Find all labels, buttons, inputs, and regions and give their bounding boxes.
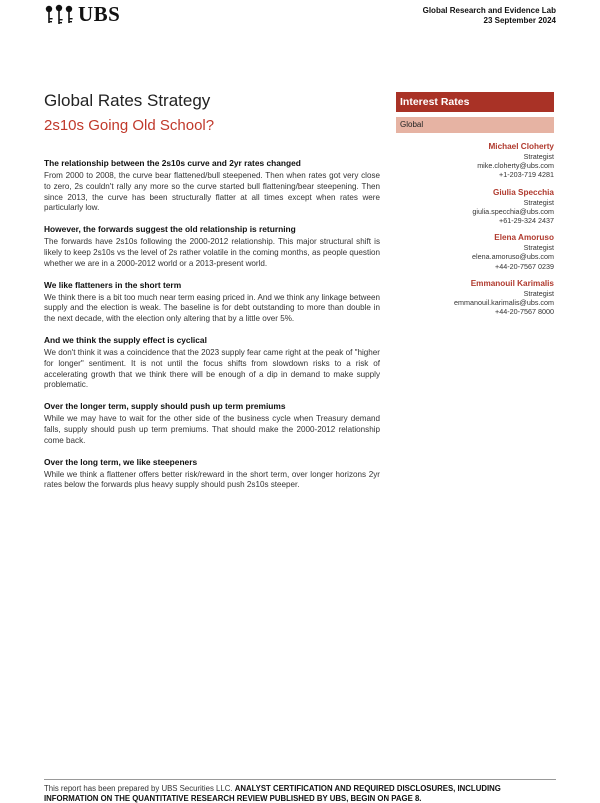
section-heading: Over the long term, we like steepeners	[44, 456, 198, 467]
section-heading: However, the forwards suggest the old relationship is returning	[44, 224, 296, 235]
author-name: Michael Cloherty	[488, 142, 554, 151]
section	[44, 401, 380, 446]
section-body: The forwards have 2s10s following the 2000-2012 relationship. This major structural shift is likely to keep 2s10s vs the level of 2s rather volatile in the coming months, as people question whether we are in a 2000-2012 world or a 2013-present world.	[44, 237, 380, 268]
section-heading: The relationship between the 2s10s curve and 2yr rates changed	[44, 158, 301, 168]
section-body: While we may have to wait for the other side of the business cycle when Treasury demand falls, supply should push up term premiums. That should make the 2000-2012 relationship come back.	[44, 414, 380, 445]
ubs-keys-icon	[44, 4, 74, 26]
author-phone: +44-20-7567 8000	[495, 307, 554, 317]
section	[44, 158, 380, 214]
author-card	[396, 278, 554, 317]
brand-wordmark: UBS	[78, 2, 121, 26]
section	[44, 224, 380, 269]
disclosure-footer	[44, 779, 556, 803]
author-phone: +1-203-719 4281	[499, 170, 554, 180]
author-name: Giulia Specchia	[493, 187, 554, 197]
author-email[interactable]: emmanouil.karimalis@ubs.com	[454, 298, 554, 308]
report-subtitle: 2s10s Going Old School?	[44, 117, 215, 134]
section-heading: We like flatteners in the short term	[44, 279, 182, 290]
author-role: Strategist	[523, 152, 554, 161]
author-card	[396, 187, 554, 226]
sidebar	[396, 92, 554, 323]
author-card	[396, 232, 554, 271]
author-name: Elena Amoruso	[494, 233, 554, 243]
report-date: 23 September 2024	[483, 16, 556, 25]
section-heading: And we think the supply effect is cyclical	[44, 334, 207, 345]
section-body: We think there is a bit too much near term easing priced in. And we think any linkage between supply and the election is weak. The baseline is for debt outstanding to more than double in the next decade, with the election only altering that by a little over 5%.	[44, 292, 380, 324]
author-email[interactable]: mike.cloherty@ubs.com	[477, 161, 554, 171]
section-body: From 2000 to 2008, the curve bear flattened/bull steepened. Then when rates got very close to zero, 2s couldn't rally any more so the curve started bull flattening/bear steepening. Then since 2013, the curve has been structurally flatter at all times except when rates were particularly low.	[44, 171, 380, 213]
lab-name: Global Research and Evidence Lab	[422, 6, 556, 15]
author-phone: +61-29-324 2437	[499, 216, 554, 226]
category-banner: Interest Rates	[396, 92, 554, 112]
footer-prepared-by: This report has been prepared by UBS Securities LLC.	[44, 784, 233, 793]
section	[44, 335, 380, 391]
ubs-logo	[44, 2, 120, 27]
footer-disclosure-notice: ANALYST CERTIFICATION AND REQUIRED DISCLOSURES, INCLUDING INFORMATION ON THE QUANTITATIVE RESEARCH REVIEW PUBLISHED BY UBS, BEGIN ON PAGE 8.	[44, 784, 501, 803]
region-banner: Global	[396, 117, 554, 133]
section	[44, 457, 380, 492]
report-title: Global Rates Strategy	[44, 91, 211, 110]
section-heading: Over the longer term, supply should push up term premiums	[44, 401, 286, 412]
author-email[interactable]: elena.amoruso@ubs.com	[471, 252, 554, 262]
main-content	[44, 158, 380, 501]
author-email[interactable]: giulia.specchia@ubs.com	[472, 206, 554, 216]
section	[44, 280, 380, 325]
header-meta	[423, 6, 556, 26]
section-body: We don't think it was a coincidence that the 2023 supply fear came right at the peak of "higher for longer" sentiment. It is not until the focus shifts from slowdown risks to a risk of accelerating growth that we think there will be enough of a dip in demand to make supply problematic.	[44, 347, 380, 390]
author-role: Strategist	[523, 288, 554, 298]
author-role: Strategist	[523, 197, 554, 207]
author-phone: +44-20-7567 0239	[495, 261, 554, 271]
author-list	[396, 141, 554, 316]
author-card	[396, 141, 554, 180]
author-role: Strategist	[523, 243, 554, 253]
section-body: While we think a flattener offers better risk/reward in the short term, over longer horizons 2yr rates below the forwards plus heavy supply should push 2s10s steeper.	[44, 469, 380, 490]
author-name: Emmanouil Karimalis	[470, 278, 554, 288]
